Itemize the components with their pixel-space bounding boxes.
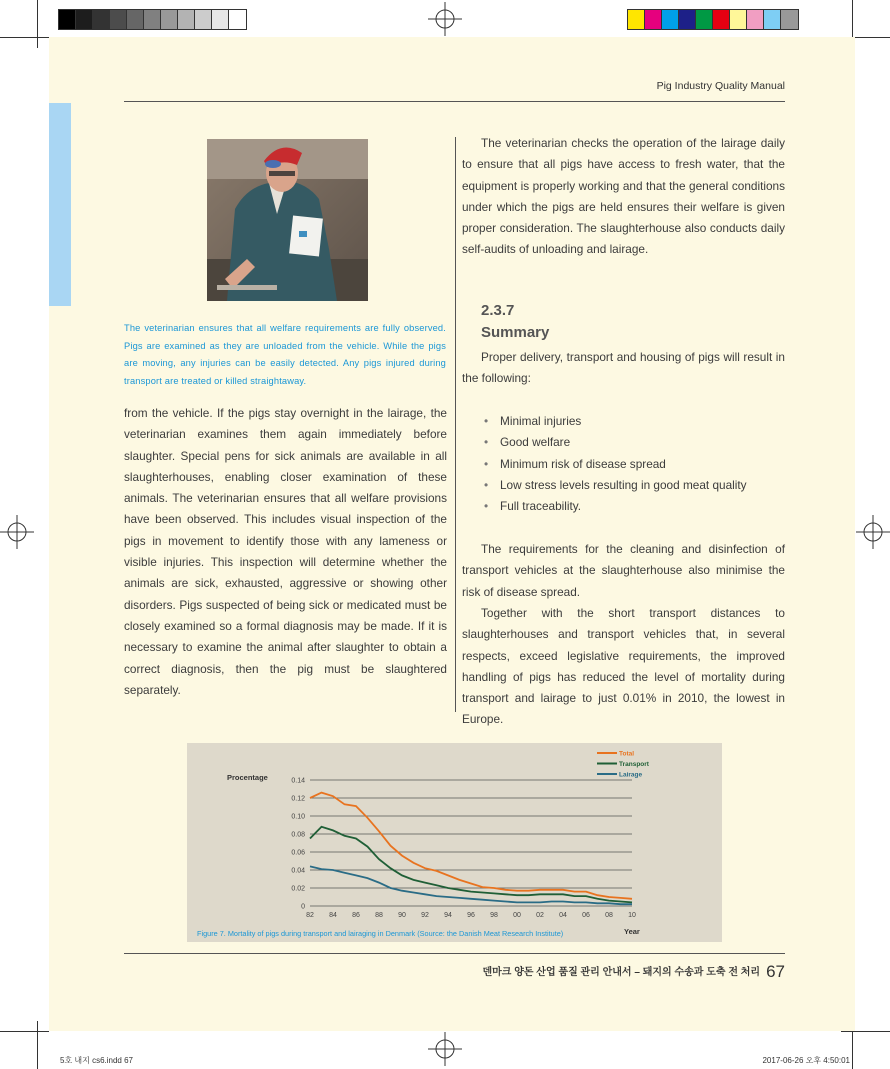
section-title: Summary [481, 324, 550, 341]
y-tick-label: 0 [301, 903, 305, 911]
list-item [482, 475, 785, 496]
column-divider [455, 137, 456, 712]
x-tick-label: 94 [444, 912, 452, 919]
chart-svg [187, 743, 722, 942]
summary-lead: Proper delivery, transport and housing of pigs will result in the following: [462, 350, 785, 386]
page-number: 67 [766, 962, 785, 981]
y-axis-label: Procentage [227, 773, 268, 782]
x-axis-label: Year [624, 927, 640, 936]
y-tick-label: 0.10 [291, 813, 305, 821]
legend-label: Total [619, 750, 635, 758]
intro-paragraph: The veterinarian checks the operation of the lairage daily to ensure that all pigs have access to fresh water, that the equipment is properly working and that the general conditions under which the pigs are held ensures their welfare is given proper consideration. The slaughterhouse also conducts daily self-audits of unloading and lairage. [462, 136, 785, 257]
series-line-lairage [310, 866, 632, 904]
list-item [482, 454, 785, 475]
mortality-chart [187, 743, 722, 942]
list-item [482, 496, 785, 517]
x-tick-label: 02 [536, 912, 544, 919]
y-tick-label: 0.02 [291, 885, 305, 893]
bullet-icon: • [484, 499, 489, 514]
section-number: 2.3.7 [481, 302, 515, 319]
side-tab [49, 103, 71, 306]
bullet-icon: • [484, 414, 489, 428]
paragraph-cleaning: The requirements for the cleaning and disinfection of transport vehicles at the slaughterhouse also minimise the risk of disease spread. [462, 542, 785, 599]
list-item [482, 411, 785, 432]
summary-bullet-list [482, 411, 785, 517]
figure-caption: Figure 7. Mortality of pigs during transport and lairaging in Denmark (Source: the Danish Meat Research Institute) [197, 929, 564, 938]
bullet-text: Minimum risk of disease spread [500, 456, 666, 471]
footer-title: 덴마크 양돈 산업 품질 관리 안내서 – 돼지의 수송과 도축 전 처리 [482, 967, 761, 978]
registration-mark-icon [0, 515, 34, 549]
bullet-text: Full traceability. [500, 499, 582, 514]
registration-mark-icon [856, 515, 890, 549]
x-tick-label: 98 [490, 912, 498, 919]
y-tick-label: 0.04 [291, 867, 305, 875]
page-footer [450, 962, 785, 982]
series-line-total [310, 793, 632, 899]
x-tick-label: 82 [306, 912, 314, 919]
slug-file: 5호 내지 cs6.indd 67 [60, 1056, 133, 1065]
x-tick-label: 84 [329, 912, 337, 919]
registration-mark-icon [428, 1032, 462, 1066]
x-tick-label: 88 [375, 912, 383, 919]
veterinarian-photo [207, 139, 368, 301]
header-rule [124, 101, 785, 102]
x-tick-label: 92 [421, 912, 429, 919]
list-item [482, 432, 785, 453]
x-tick-label: 08 [605, 912, 613, 919]
x-tick-label: 06 [582, 912, 590, 919]
x-tick-label: 00 [513, 912, 521, 919]
legend-label: Lairage [619, 771, 643, 779]
footer-rule [124, 953, 785, 954]
y-tick-label: 0.08 [291, 831, 305, 839]
bullet-text: Low stress levels resulting in good meat quality [500, 477, 747, 492]
y-tick-label: 0.12 [291, 795, 305, 803]
crop-mark [0, 37, 49, 38]
color-bar [627, 9, 799, 30]
x-tick-label: 10 [628, 912, 636, 919]
grayscale-bar [58, 9, 247, 30]
bullet-icon: • [484, 456, 489, 471]
bullet-text: Good welfare [500, 435, 571, 450]
y-tick-label: 0.06 [291, 849, 305, 857]
paragraph-mortality: Together with the short transport distances to slaughterhouses and transport vehicles that, in several respects, exceed legislative requirements, the improved handling of pigs has reduced the level of mortality during transport and lairage to just 0.01% in 2010, the lowest in Europe. [462, 606, 785, 727]
crop-mark [841, 1031, 890, 1032]
legend-label: Transport [619, 761, 649, 768]
bullet-icon: • [484, 435, 489, 450]
photo-caption: The veterinarian ensures that all welfare requirements are fully observed. Pigs are examined as they are unloaded from the vehicle. While the pigs are moving, any injuries can be easily detected. Any pigs injured during transport are treated or killed straightaway. [124, 323, 446, 386]
x-tick-label: 96 [467, 912, 475, 919]
y-tick-label: 0.14 [291, 777, 305, 785]
x-tick-label: 04 [559, 912, 567, 919]
x-tick-label: 90 [398, 912, 406, 919]
registration-mark-icon [428, 2, 462, 36]
left-column-text: from the vehicle. If the pigs stay overnight in the lairage, the veterinarian examines them again immediately before slaughter. Special pens for sick animals are available in all slaughterhouses, enabling closer examination of these animals. The veterinarian ensures that all welfare provisions have been observed. This includes visual inspection of the pigs in movement to identify those with any lameness or visible injuries. This inspection will determine whether the animals are sick, exhausted, aggressive or showing other disorders. Pigs suspected of being sick or medicated must be closely examined so a formal diagnosis may be made. If it is necessary to examine the animal after slaughter to obtain a correct diagnosis, then the pig must be slaughtered separately. [124, 406, 447, 697]
x-tick-label: 86 [352, 912, 360, 919]
running-head: Pig Industry Quality Manual [656, 80, 785, 92]
bullet-text: Minimal injuries [500, 414, 582, 428]
crop-mark [37, 0, 38, 48]
bullet-icon: • [484, 477, 489, 492]
slug-date: 2017-06-26 오후 4:50:01 [762, 1056, 850, 1065]
crop-mark [37, 1021, 38, 1069]
crop-mark [0, 1031, 49, 1032]
